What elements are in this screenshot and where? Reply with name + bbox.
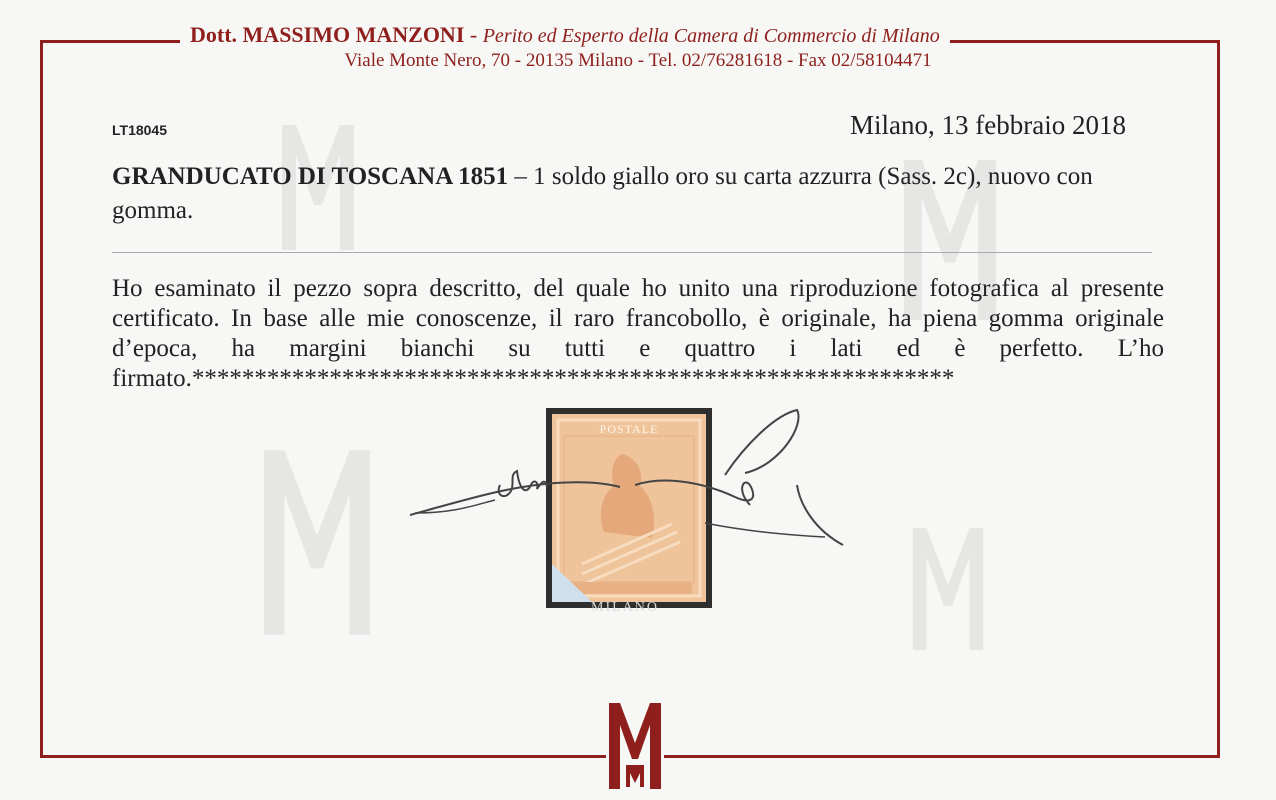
certificate-body: Ho esaminato il pezzo sopra descritto, del quale ho unito una riproduzione fotografica al presente certificato. In base alle mie conoscenze, il raro francobollo, è originale, ha piena gomma originale d’epoca, ha margini bianchi su tutti e quattro i lati ed è perfetto. L’ho firmato.************************************************************* <box>112 275 1164 392</box>
signature-icon <box>405 405 855 555</box>
expert-title: Perito ed Esperto della Camera di Commercio di Milano <box>482 25 940 47</box>
subject-line <box>112 160 1172 228</box>
manzoni-logo-icon <box>606 703 664 789</box>
subject-dash: – <box>508 163 534 190</box>
certificate-date: Milano, 13 febbraio 2018 <box>850 110 1126 140</box>
expert-name: Dott. MASSIMO MANZONI <box>190 22 465 47</box>
watermark-monogram-icon <box>908 528 988 650</box>
subject-title: GRANDUCATO DI TOSCANA 1851 <box>112 163 509 190</box>
header-expert-line <box>180 20 950 50</box>
seal-text: MILANO <box>591 600 659 615</box>
certificate-frame <box>40 40 1220 758</box>
certificate-number: LT18045 <box>112 122 167 138</box>
expert-address: Viale Monte Nero, 70 - 20135 Milano - Tel. 02/76281618 - Fax 02/58104471 <box>344 50 932 71</box>
header-separator: - <box>464 22 483 47</box>
stamp-postale-label: POSTALE <box>599 422 659 436</box>
divider <box>112 252 1152 253</box>
watermark-monogram-icon <box>258 450 376 635</box>
subject-description: 1 soldo giallo oro su carta azzurra (Sass. 2c), nuovo con gomma. <box>112 163 1093 224</box>
